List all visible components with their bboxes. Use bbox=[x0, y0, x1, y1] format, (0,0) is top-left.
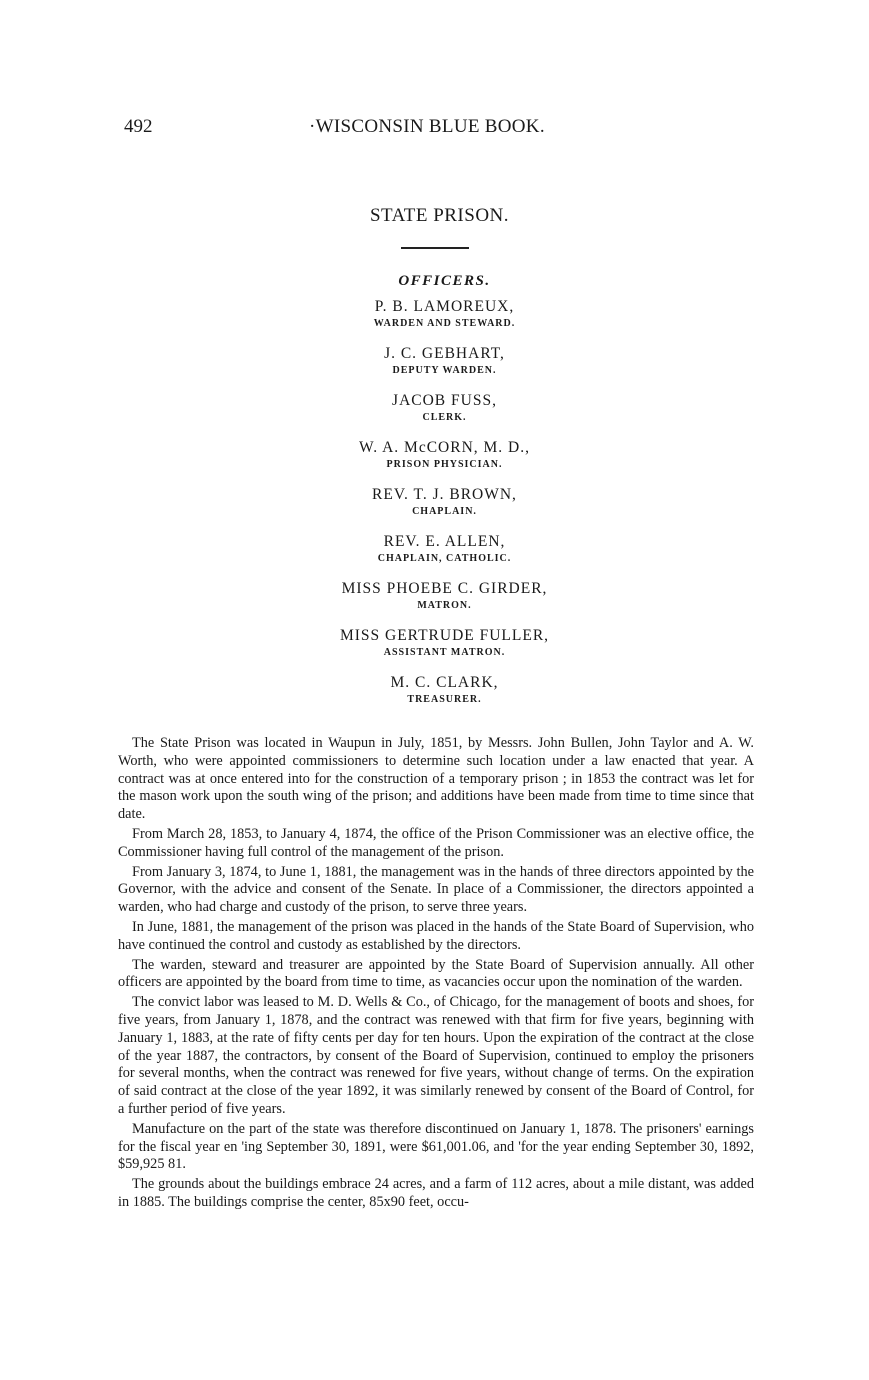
officer-title: WARDEN AND STEWARD. bbox=[373, 318, 516, 329]
officer-entry bbox=[20, 297, 869, 344]
paragraph-board-supervision: In June, 1881, the management of the prison was placed in the hands of the State Board of Supervision, who have continued the control and custody as established by the directors. bbox=[118, 918, 754, 953]
paragraph-grounds: The grounds about the buildings embrace 24 acres, and a farm of 112 acres, about a mile distant, was added in 1885. The buildings comprise the center, 85x90 feet, occu- bbox=[118, 1176, 754, 1210]
section-title bbox=[0, 205, 869, 227]
officer-title: TREASURER. bbox=[407, 694, 482, 705]
paragraph-convict-labor: The convict labor was leased to M. D. Wells & Co., of Chicago, for the management of boots and shoes, for five years, from January 1, 1878, and the contract was renewed with that firm for five years, beginning with January 1, 1883, at the rate of fifty cents per day for ten hours. Upon the expiration of the contract at the close of the year 1887, the contractors, by consent of the Board of Supervision, continued to employ the prisoners for several months, when the contract was renewed for five years, without change of terms. On the expiration of said contract at the close of the year 1892, it was similarly renewed by consent of the Board of Control, for a further period of five years. bbox=[118, 994, 754, 1117]
officer-title: CHAPLAIN, CATHOLIC. bbox=[377, 553, 512, 564]
officer-name: MISS PHOEBE C. GIRDER, bbox=[341, 580, 548, 597]
paragraph-directors: From January 3, 1874, to June 1, 1881, the management was in the hands of three directors appointed by the Governor, with the advice and consent of the Senate. In place of a Commissioner, the directors appointed a warden, who had charge and custody of the prison, to serve three years. bbox=[118, 863, 754, 916]
officer-title: MATRON. bbox=[417, 600, 472, 611]
officer-title: CHAPLAIN. bbox=[412, 506, 477, 517]
paragraph-location: The State Prison was located in Waupun in July, 1851, by Messrs. John Bullen, John Taylor and A. W. Worth, who were appointed commissioners to determine such location under a law enacted that year. A contract was at once entered into for the construction of a temporary prison ; in 1853 the contract was let for the mason work upon the south wing of the prison; and additions have been made from time to time since that date. bbox=[118, 735, 754, 823]
officer-entry bbox=[20, 485, 869, 532]
officer-title: PRISON PHYSICIAN. bbox=[386, 459, 503, 470]
officer-title: ASSISTANT MATRON. bbox=[383, 647, 506, 658]
officer-name: M. C. CLARK, bbox=[390, 674, 499, 691]
title-divider bbox=[401, 247, 469, 249]
officer-name: REV. E. ALLEN, bbox=[383, 533, 506, 550]
officer-entry bbox=[20, 532, 869, 579]
body-text bbox=[118, 735, 754, 1214]
page-number: 492 bbox=[124, 116, 153, 137]
officer-name: P. B. LAMOREUX, bbox=[374, 298, 515, 315]
officer-entry bbox=[20, 344, 869, 391]
officer-entry bbox=[20, 673, 869, 720]
officer-entry bbox=[20, 579, 869, 626]
paragraph-manufacture: Manufacture on the part of the state was therefore discontinued on January 1, 1878. The prisoners' earnings for the fiscal year en 'ing September 30, 1891, were $61,001.06, and 'for the year ending September 30, 1892, $59,925 81. bbox=[118, 1120, 754, 1173]
running-head bbox=[124, 116, 764, 142]
officer-name: J. C. GEBHART, bbox=[384, 345, 505, 362]
section-title-text: STATE PRISON. bbox=[369, 205, 510, 226]
officers-heading: OFFICERS. bbox=[398, 273, 491, 289]
officer-name: JACOB FUSS, bbox=[392, 392, 497, 409]
officer-name: REV. T. J. BROWN, bbox=[372, 486, 517, 503]
officers-list bbox=[0, 273, 869, 720]
paragraph-commissioner: From March 28, 1853, to January 4, 1874, the office of the Prison Commissioner was an elective office, the Commissioner having full control of the management of the prison. bbox=[118, 825, 754, 860]
book-title: ·WISCONSIN BLUE BOOK. bbox=[309, 116, 545, 137]
officer-name: W. A. McCORN, M. D., bbox=[359, 439, 530, 456]
officer-title: CLERK. bbox=[422, 412, 467, 423]
officer-name: MISS GERTRUDE FULLER, bbox=[339, 627, 550, 644]
officer-entry bbox=[20, 391, 869, 438]
officer-title: DEPUTY WARDEN. bbox=[392, 365, 497, 376]
officer-entry bbox=[20, 438, 869, 485]
paragraph-appointments: The warden, steward and treasurer are appointed by the State Board of Supervision annually. All other officers are appointed by the board from time to time, as vacancies occur upon the nomination of the warden. bbox=[118, 956, 754, 991]
officer-entry bbox=[20, 626, 869, 673]
